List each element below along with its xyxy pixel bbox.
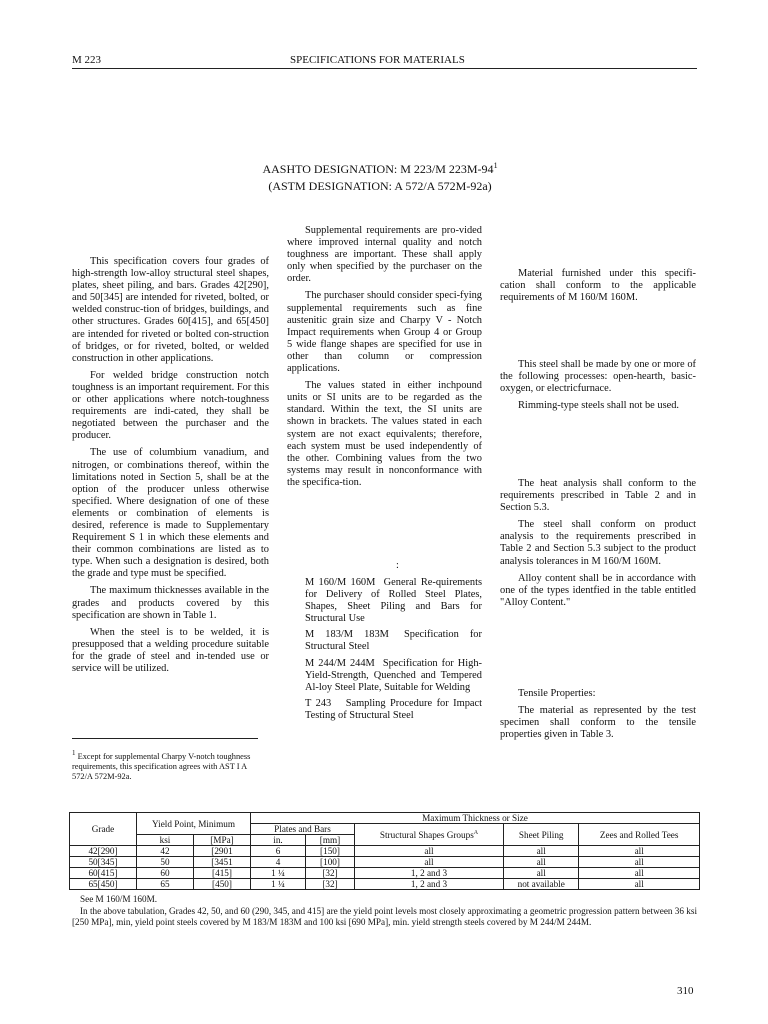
section-tensile — [500, 688, 696, 746]
col-header-in: in. — [251, 835, 306, 846]
tensile-label: Tensile Properties: — [518, 688, 596, 699]
section-general — [500, 268, 696, 309]
reference-item — [305, 577, 482, 625]
paragraph: The material as represented by the test specimen shall conform to the tensile properties given in Table 3. — [500, 705, 696, 741]
col-header-zees-tees: Zees and Rolled Tees — [579, 824, 700, 846]
col-header-max-thickness: Maximum Thickness or Size — [251, 813, 700, 824]
cell-mpa: [450] — [194, 879, 251, 890]
cell-structural: all — [355, 857, 504, 868]
reference-code: M 244/M 244M — [305, 657, 375, 669]
paragraph: The purchaser should consider speci-fying supplemental requirements such as fine austenitic grain size and Charpy V - Notch Impact requirements when Group 4 or Group 5 wide flange shapes are specified for use in other than column or compression applications. — [287, 290, 482, 375]
designation-astm: (ASTM DESIGNATION: A 572/A 572M-92a) — [268, 179, 492, 193]
reference-entry — [305, 629, 482, 653]
cell-ksi: 42 — [137, 846, 194, 857]
col-header-plates-bars: Plates and Bars — [251, 824, 355, 835]
table-row — [70, 846, 700, 857]
cell-zees: all — [579, 879, 700, 890]
cell-grade: 65[450] — [70, 879, 137, 890]
reference-title: Specification for High-Yield-Strength, Quenched and Tempered Al-loy Steel Plate, Suitable for Welding — [305, 657, 482, 693]
cell-ksi: 65 — [137, 879, 194, 890]
cell-zees: all — [579, 868, 700, 879]
cell-sheet-piling: all — [504, 868, 579, 879]
paragraph: This steel shall be made by one or more of the following processes: open-hearth, basic-oxygen, or electricfurnace. — [500, 359, 696, 395]
cell-ksi: 50 — [137, 857, 194, 868]
cell-in: 1 ¼ — [251, 868, 306, 879]
section-process — [500, 359, 696, 417]
reference-title: Specification for Structural Steel — [305, 629, 482, 653]
table-note-b: In the above tabulation, Grades 42, 50, and 60 (290, 345, and 415] are the yield point levels most closely approximating a geometric progression pattern between 36 ksi [250 MPa], min, yield point steels covered by M 183/M 183M and 100 ksi [690 MPa], min. yield strength steels covered by M 244/M 244M. — [72, 906, 697, 927]
cell-in: 4 — [251, 857, 306, 868]
section-chemical — [500, 478, 696, 614]
references-colon: : — [396, 560, 399, 571]
reference-code: M 160/M 160M — [305, 577, 376, 588]
col-header-mpa: [MPa] — [194, 835, 251, 846]
footnote — [72, 748, 258, 782]
cell-mpa: [3451 — [194, 857, 251, 868]
reference-entry — [305, 698, 482, 722]
reference-item — [305, 629, 482, 653]
paragraph: Supplemental requirements are pro-vided where improved internal quality and notch toughness are important. These shall apply only when specified by the purchaser on the order. — [287, 225, 482, 285]
table-row — [70, 879, 700, 890]
table-row — [70, 857, 700, 868]
reference-code: T 243 — [305, 697, 332, 709]
footnote-text: Except for supplemental Charpy V-notch toughness requirements, this specification agrees with AST I A 572/A 572M-92a. — [72, 751, 251, 781]
cell-mm: [32] — [306, 868, 355, 879]
cell-mm: [150] — [306, 846, 355, 857]
reference-item — [305, 698, 482, 722]
cell-structural: 1, 2 and 3 — [355, 879, 504, 890]
thickness-table — [69, 812, 700, 890]
reference-entry — [305, 577, 482, 625]
designation-footnote-mark: 1 — [493, 161, 498, 170]
column-1 — [72, 256, 269, 680]
footnote-mark: 1 — [72, 749, 76, 757]
paragraph: The heat analysis shall conform to the requirements prescribed in Table 2 and in Section 5.3. — [500, 478, 696, 514]
paragraph: When the steel is to be welded, it is presupposed that a welding procedure suitable for the grade of steel and in-tended use or service will be utilized. — [72, 626, 269, 674]
reference-title: General Re-quirements for Delivery of Rolled Steel Plates, Shapes, Sheet Piling and Bars for Structural Use — [305, 577, 482, 625]
col-header-grade: Grade — [70, 813, 137, 846]
doc-code: M 223 — [72, 54, 102, 66]
col-header-ksi: ksi — [137, 835, 194, 846]
cell-in: 1 ¼ — [251, 879, 306, 890]
paragraph: The maximum thicknesses available in the grades and products covered by this specification are shown in Table 1. — [72, 585, 269, 621]
reference-code: M 183/M 183M — [305, 629, 389, 641]
paragraph: For welded bridge construction notch toughness is an important requirement. For this or other applications where notch-toughness requirements are indi-cated, they shall be negotiated between the purchaser and the producer. — [72, 369, 269, 442]
cell-zees: all — [579, 846, 700, 857]
cell-zees: all — [579, 857, 700, 868]
header-rule — [72, 68, 697, 69]
table-row — [70, 868, 700, 879]
reference-entry — [305, 658, 482, 694]
cell-mpa: [415] — [194, 868, 251, 879]
cell-grade: 50[345] — [70, 857, 137, 868]
structural-shapes-label: Structural Shapes Groups — [379, 830, 474, 841]
column-2 — [287, 225, 482, 494]
paragraph: Material furnished under this specifi-cation shall conform to the applicable requirements of M 160/M 160M. — [500, 268, 696, 304]
referenced-documents — [305, 577, 482, 726]
cell-grade: 60[415] — [70, 868, 137, 879]
cell-mm: [100] — [306, 857, 355, 868]
designation-title — [150, 157, 610, 195]
cell-structural: all — [355, 846, 504, 857]
paragraph: This specification covers four grades of high-strength low-alloy structural steel shapes, plates, sheet piling, and bars. Grades 42[290], and 50[345] are intended for riveted, bolted, or welded construc-tion of bridges, buildings, and other structures. Grades 60[415], and 65[450] are intended for riveted or bolted con-struction of bridges, or for riveted, bolted, or welded construction in other applications. — [72, 256, 269, 364]
structural-shapes-note-mark: A — [473, 830, 479, 837]
reference-title: Sampling Procedure for Impact Testing of Structural Steel — [305, 697, 482, 721]
cell-sheet-piling: not available — [504, 879, 579, 890]
running-title: SPECIFICATIONS FOR MATERIALS — [290, 54, 465, 66]
paragraph: Rimming-type steels shall not be used. — [518, 400, 680, 412]
paragraph: Alloy content shall be in accordance with one of the types identfied in the table entitled "Alloy Content." — [500, 572, 696, 608]
col-header-yield: Yield Point, Minimum — [137, 813, 251, 835]
designation-aashto: AASHTO DESIGNATION: M 223/M 223M-94 — [262, 162, 494, 176]
reference-item — [305, 658, 482, 694]
page-number: 310 — [677, 985, 694, 997]
paragraph: The values stated in either inchpound units or SI units are to be regarded as the standard. Within the text, the SI units are shown in brackets. The values stated in each system are not exact equivalents; therefore, each system must be used independently of the other. Combining values from the two systems may result in nonconformance with the specifica-tion. — [287, 380, 482, 488]
cell-in: 6 — [251, 846, 306, 857]
cell-mpa: [2901 — [194, 846, 251, 857]
col-header-structural-shapes — [355, 824, 504, 846]
col-header-sheet-piling: Sheet Piling — [504, 824, 579, 846]
col-header-mm: [mm] — [306, 835, 355, 846]
cell-grade: 42[290] — [70, 846, 137, 857]
cell-ksi: 60 — [137, 868, 194, 879]
cell-structural: 1, 2 and 3 — [355, 868, 504, 879]
table-note-a: See M 160/M 160M. — [80, 894, 158, 904]
paragraph: The use of columbium vanadium, and nitrogen, or combinations thereof, within the limitations noted in Section 5, shall be at the option of the producer unless otherwise specified. Where designation of one of these elements or combination of elements is desired, reference is made to Supplementary Requirement S 1 in which these elements and their common combinations are listed as to type. When such a designation is desired, both the grade and type must be specified. — [72, 447, 269, 580]
paragraph: The steel shall conform on product analysis to the requirements prescribed in Table 2 and Section 5.3 subject to the product analysis tolerances in M 160/M 160M. — [500, 519, 696, 567]
cell-sheet-piling: all — [504, 857, 579, 868]
cell-mm: [32] — [306, 879, 355, 890]
footnote-rule — [72, 738, 258, 739]
cell-sheet-piling: all — [504, 846, 579, 857]
